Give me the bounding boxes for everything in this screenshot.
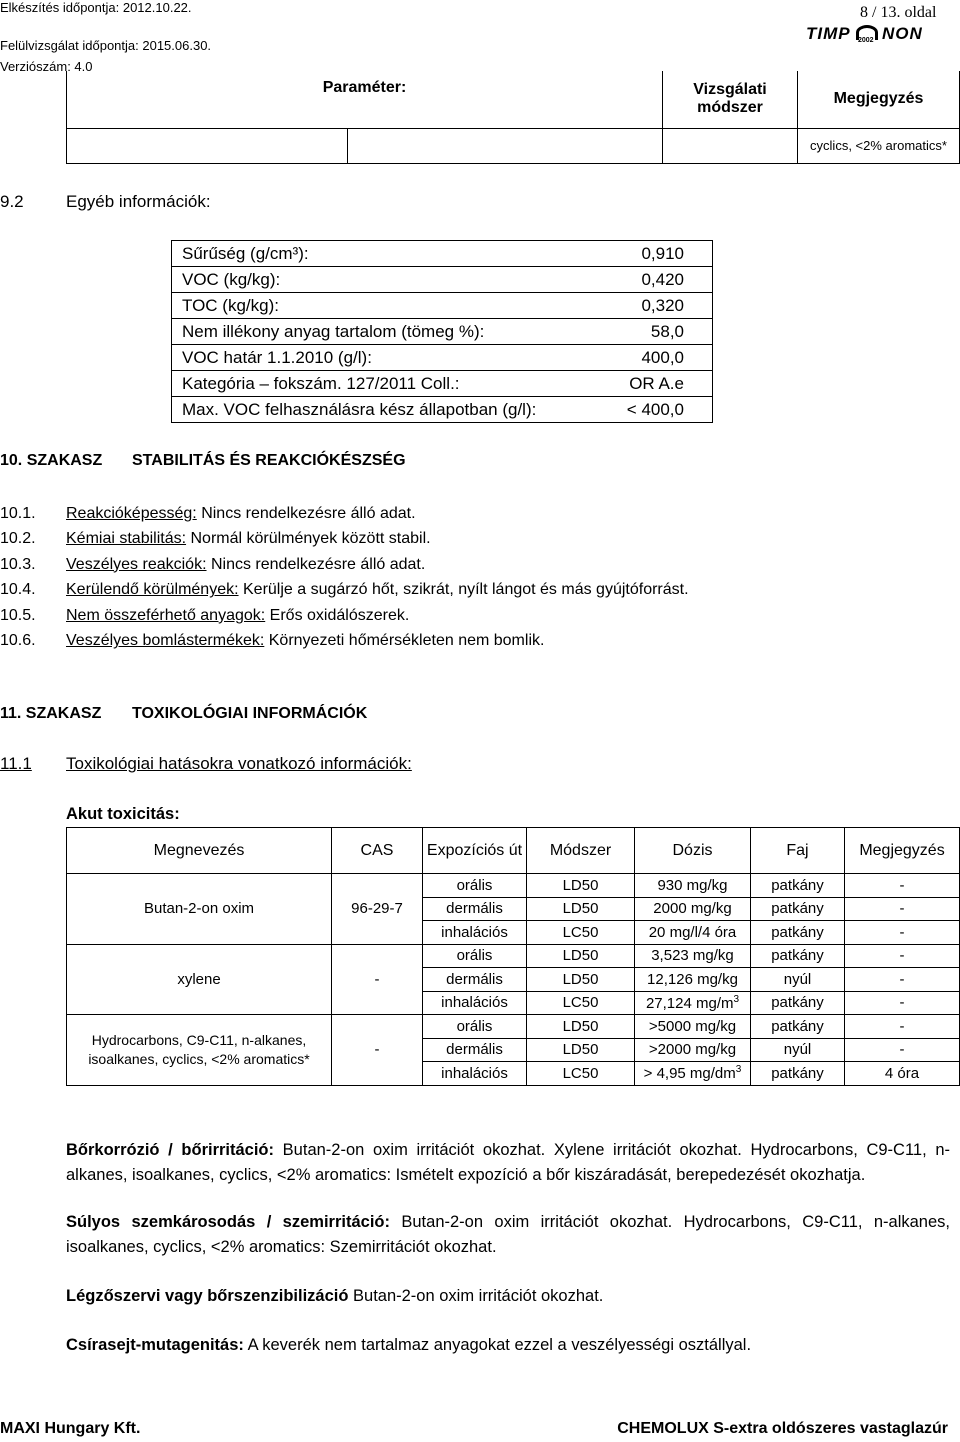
item-text: Erős oxidálószerek. (265, 606, 410, 624)
note-text: - (899, 1017, 905, 1035)
logo-text: TIMP (806, 24, 851, 43)
substance-name: xylene (67, 944, 332, 1015)
revised-date: Felülvizsgálat időpontja: 2015.06.30. (0, 38, 212, 53)
cell-dose (635, 874, 751, 898)
dose-text: > 4,95 mg/dm (643, 1065, 736, 1083)
th-dose: Dózis (635, 828, 751, 874)
substance-cas: 96-29-7 (332, 874, 423, 945)
method-text: LD50 (562, 970, 599, 988)
dose-text: >2000 mg/kg (648, 1041, 737, 1059)
paragraph-text: Butan-2-on oxim irritációt okozhat. Xylene irritációt okozhat. Hydrocarbons, C9-C11, n-alkanes, isoalkanes, cyclics, <2% aromatics: Ismételt expozíció a bőr kiszáradását, berepedezését okozhatja. (66, 1141, 951, 1184)
dose-text: 3,523 mg/kg (651, 947, 734, 965)
method-text: LD50 (562, 947, 599, 965)
item-number: 10.1. (0, 504, 36, 522)
method-text: LD50 (562, 876, 599, 894)
section-10-item (0, 552, 960, 578)
cell-route (423, 1062, 527, 1086)
method-text: LD50 (562, 1041, 599, 1059)
section-10-item (0, 501, 960, 527)
toxicity-paragraph (66, 1138, 950, 1188)
cell-dose (635, 991, 751, 1015)
dose-text: 2000 mg/kg (653, 900, 732, 918)
property-label: Max. VOC felhasználásra kész állapotban (g/l): (172, 397, 612, 423)
cell-method (527, 1062, 635, 1086)
cell-route (423, 944, 527, 968)
cell-route (423, 1038, 527, 1062)
section-10-item (0, 629, 960, 655)
created-date: Elkészítés időpontja: 2012.10.22. (0, 0, 192, 15)
cell-species (751, 897, 845, 921)
substance-cas: - (332, 1015, 423, 1086)
cell-dose (635, 1062, 751, 1086)
property-label: Kategória – fokszám. 127/2011 Coll.: (172, 371, 612, 397)
section-9-2-title: Egyéb információk: (66, 192, 211, 211)
cell-route (423, 897, 527, 921)
toxicity-table (66, 827, 960, 1086)
page-number: 8 / 13. oldal (860, 4, 937, 21)
method-text: LC50 (562, 923, 599, 941)
method-text: LC50 (562, 1064, 599, 1082)
cell-note (845, 1015, 960, 1039)
item-text: Környezeti hőmérsékleten nem bomlik. (264, 632, 545, 650)
property-value: 0,910 (612, 241, 713, 267)
dose-text: >5000 mg/kg (648, 1017, 737, 1035)
dose-text: 20 mg/l/4 óra (648, 923, 737, 941)
dose-text: 27,124 mg/m (645, 994, 734, 1012)
section-10-item (0, 578, 960, 604)
property-value: 58,0 (612, 319, 713, 345)
cell-route (423, 921, 527, 945)
note-text: - (899, 947, 905, 965)
cell-dose (635, 1038, 751, 1062)
cell-method (527, 991, 635, 1015)
note-text: - (899, 970, 905, 988)
item-text: Normál körülmények között stabil. (186, 530, 431, 548)
method-text: LD50 (562, 1017, 599, 1035)
cell-note (845, 1038, 960, 1062)
section-11-title: TOXIKOLÓGIAI INFORMÁCIÓK (132, 705, 368, 722)
species-text: patkány (771, 947, 824, 965)
properties-table (171, 240, 713, 423)
species-text: patkány (771, 1064, 824, 1082)
toxicity-paragraph (66, 1284, 950, 1309)
cell-method (527, 1015, 635, 1039)
section-10-number: 10. SZAKASZ (0, 452, 103, 469)
cell-route (423, 991, 527, 1015)
cell-dose (635, 1015, 751, 1039)
property-row (172, 319, 713, 345)
paragraph-label: Súlyos szemkárosodás / szemirritáció: (66, 1213, 390, 1231)
item-number: 10.3. (0, 555, 36, 573)
route-text: dermális (446, 970, 503, 988)
cell-dose (635, 921, 751, 945)
item-label: Kémiai stabilitás: (66, 530, 187, 548)
paragraph-text: Butan-2-on oxim irritációt okozhat. (348, 1287, 604, 1305)
cell-species (751, 1038, 845, 1062)
section-9-2-number: 9.2 (0, 192, 24, 211)
section-10-item (0, 527, 960, 553)
property-value: 400,0 (612, 345, 713, 371)
cell-method (527, 968, 635, 992)
cell-dose (635, 897, 751, 921)
dose-text: 930 mg/kg (657, 876, 728, 894)
cell-note (845, 1062, 960, 1086)
route-text: inhalációs (441, 994, 508, 1012)
item-label: Kerülendő körülmények: (66, 581, 239, 599)
acute-toxicity-heading: Akut toxicitás: (66, 805, 180, 823)
cell-species (751, 1062, 845, 1086)
col-method-header: Vizsgálati módszer (663, 71, 798, 128)
cell-method (527, 921, 635, 945)
property-row (172, 397, 713, 423)
paragraph-text: A keverék nem tartalmaz anyagokat ezzel a veszélyességi osztállyal. (243, 1336, 752, 1354)
paragraph-label: Csírasejt-mutagenitás: (66, 1336, 244, 1354)
dose-superscript: 3 (735, 1064, 742, 1076)
note-text: - (899, 876, 905, 894)
substance-name: Hydrocarbons, C9-C11, n-alkanes, isoalkanes, cyclics, <2% aromatics* (67, 1015, 332, 1086)
species-text: patkány (771, 1017, 824, 1035)
toxicity-paragraph (66, 1333, 950, 1358)
cell-method (527, 944, 635, 968)
method-text: LD50 (562, 900, 599, 918)
species-text: nyúl (783, 970, 812, 988)
property-row (172, 241, 713, 267)
item-label: Nem összeférhető anyagok: (66, 606, 266, 624)
cell-route (423, 874, 527, 898)
cell-species (751, 944, 845, 968)
item-number: 10.2. (0, 530, 36, 548)
note-text: - (899, 994, 905, 1012)
cell-note (845, 968, 960, 992)
paragraph-text: Butan-2-on oxim irritációt okozhat. Hydrocarbons, C9-C11, n-alkanes, isoalkanes, cyclics, <2% aromatics: Szemirritációt okozhat. (66, 1213, 950, 1256)
section-10-list (0, 501, 960, 654)
property-row (172, 371, 713, 397)
th-route: Expozíciós út (423, 828, 527, 874)
species-text: patkány (771, 923, 824, 941)
section-11-1-title: Toxikológiai hatásokra vonatkozó információk: (66, 754, 412, 773)
th-method: Módszer (527, 828, 635, 874)
section-11-1-number: 11.1 (0, 754, 32, 773)
cell-route (423, 1015, 527, 1039)
cell-method (527, 897, 635, 921)
cell-note (845, 874, 960, 898)
th-note: Megjegyzés (845, 828, 960, 874)
cell-method (527, 1038, 635, 1062)
note-text: - (899, 923, 905, 941)
th-name: Megnevezés (67, 828, 332, 874)
row-note: cyclics, <2% aromatics* (798, 128, 960, 163)
paragraph-label: Bőrkorrózió / bőrirritáció: (66, 1141, 275, 1159)
cell-route (423, 968, 527, 992)
item-text: Nincs rendelkezésre álló adat. (206, 555, 426, 573)
property-row (172, 345, 713, 371)
item-number: 10.6. (0, 632, 36, 650)
property-label: VOC (kg/kg): (172, 267, 612, 293)
parameter-table (66, 71, 960, 164)
section-10-item (0, 603, 960, 629)
col-param-header: Paraméter: (67, 71, 663, 128)
item-number: 10.4. (0, 581, 36, 599)
property-value: 0,420 (612, 267, 713, 293)
property-label: TOC (kg/kg): (172, 293, 612, 319)
species-text: nyúl (783, 1041, 812, 1059)
item-label: Veszélyes bomlástermékek: (66, 632, 265, 650)
method-text: LC50 (562, 994, 599, 1012)
property-row (172, 293, 713, 319)
item-number: 10.5. (0, 606, 36, 624)
col-note-header: Megjegyzés (798, 71, 960, 128)
item-label: Reakcióképesség: (66, 504, 197, 522)
cell-note (845, 991, 960, 1015)
property-value: OR A.e (612, 371, 713, 397)
cell-note (845, 921, 960, 945)
property-label: VOC határ 1.1.2010 (g/l): (172, 345, 612, 371)
th-cas: CAS (332, 828, 423, 874)
toxicity-row (67, 1015, 960, 1039)
item-label: Veszélyes reakciók: (66, 555, 207, 573)
cell-note (845, 944, 960, 968)
footer-product: CHEMOLUX S-extra oldószeres vastaglazúr (617, 1420, 948, 1437)
property-label: Sűrűség (g/cm³): (172, 241, 612, 267)
property-row (172, 267, 713, 293)
section-11-number: 11. SZAKASZ (0, 705, 102, 722)
paragraph-label: Légzőszervi vagy bőrszenzibilizáció (66, 1287, 349, 1305)
toxicity-paragraph (66, 1210, 950, 1260)
species-text: patkány (771, 876, 824, 894)
toxicity-row (67, 874, 960, 898)
dose-superscript: 3 (733, 993, 740, 1005)
th-species: Faj (751, 828, 845, 874)
species-text: patkány (771, 994, 824, 1012)
cell-species (751, 968, 845, 992)
toxicity-paragraphs (66, 1138, 950, 1358)
note-text: 4 óra (884, 1064, 920, 1082)
route-text: inhalációs (441, 923, 508, 941)
route-text: orális (456, 1017, 493, 1035)
cell-species (751, 874, 845, 898)
route-text: dermális (446, 900, 503, 918)
property-value: 0,320 (612, 293, 713, 319)
cell-species (751, 1015, 845, 1039)
cell-method (527, 874, 635, 898)
item-text: Nincs rendelkezésre álló adat. (196, 504, 416, 522)
route-text: dermális (446, 1041, 503, 1059)
section-10-title: STABILITÁS ÉS REAKCIÓKÉSZSÉG (132, 452, 406, 469)
version: Verziószám: 4.0 (0, 59, 93, 74)
company-logo (806, 24, 930, 46)
property-label: Nem illékony anyag tartalom (tömeg %): (172, 319, 612, 345)
note-text: - (899, 900, 905, 918)
cell-species (751, 921, 845, 945)
route-text: orális (456, 947, 493, 965)
logo-text-2: NON (882, 24, 923, 43)
dose-text: 12,126 mg/kg (647, 970, 738, 988)
species-text: patkány (771, 900, 824, 918)
property-value: < 400,0 (612, 397, 713, 423)
item-text: Kerülje a sugárzó hőt, szikrát, nyílt lángot és más gyújtóforrást. (238, 581, 689, 599)
cell-note (845, 897, 960, 921)
cell-dose (635, 968, 751, 992)
footer-company: MAXI Hungary Kft. (0, 1420, 141, 1437)
cell-species (751, 991, 845, 1015)
cell-dose (635, 944, 751, 968)
toxicity-row (67, 944, 960, 968)
logo-year: 2002 (858, 37, 874, 44)
substance-name: Butan-2-on oxim (67, 874, 332, 945)
substance-cas: - (332, 944, 423, 1015)
route-text: orális (456, 876, 493, 894)
note-text: - (899, 1041, 905, 1059)
route-text: inhalációs (441, 1064, 508, 1082)
